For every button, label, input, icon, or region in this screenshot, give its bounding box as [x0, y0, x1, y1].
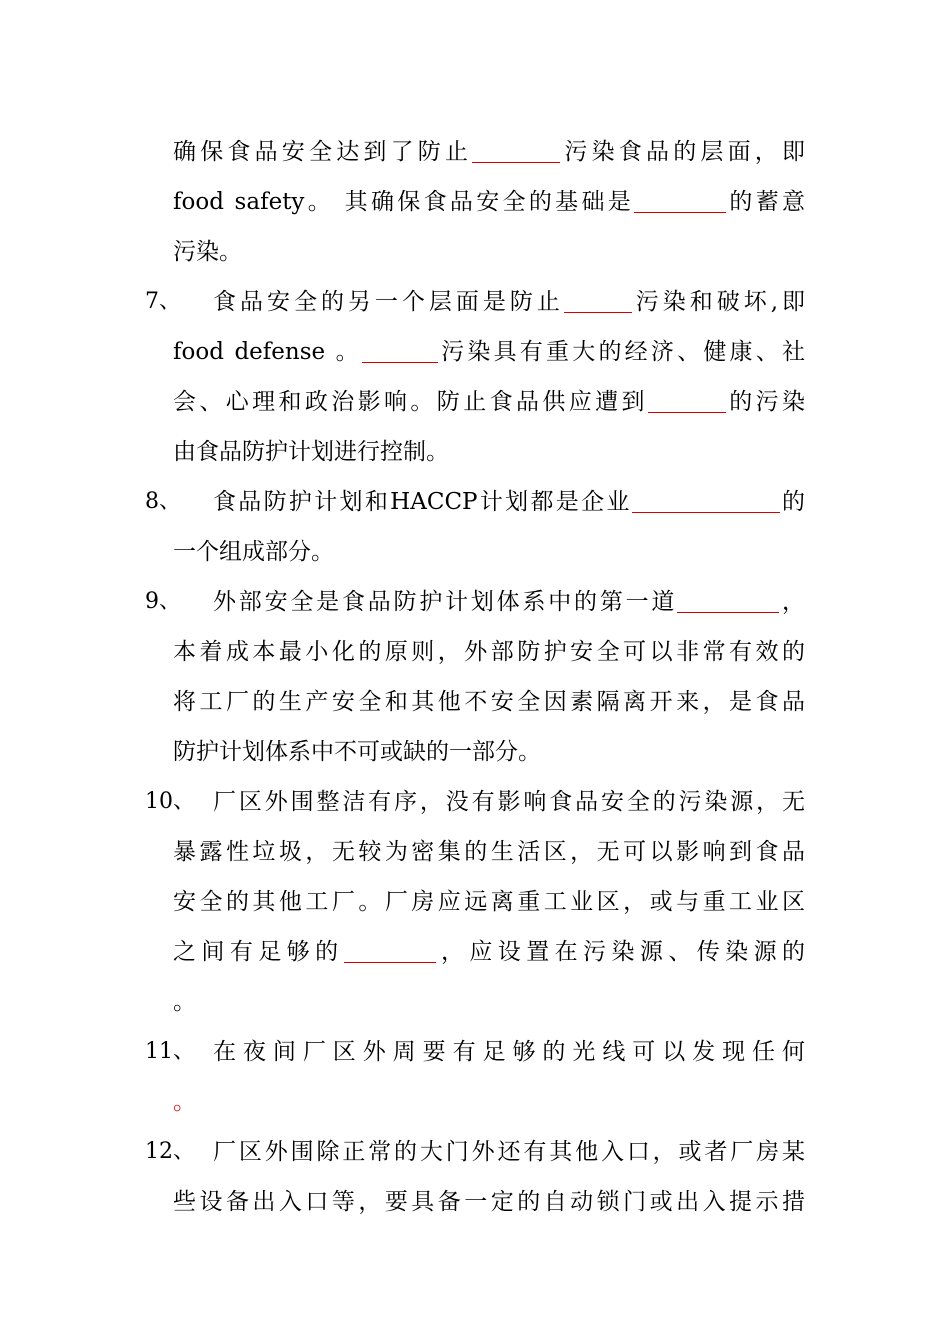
fill-blank [634, 190, 726, 213]
text-line [173, 237, 805, 267]
text-line [173, 137, 805, 167]
text-segment: 厂区外围除正常的大门外还有其他入口，或者厂房某 [213, 1139, 805, 1165]
item-number: 10、 [145, 789, 195, 814]
text-line [173, 937, 805, 967]
item-number: 7、 [145, 289, 181, 314]
text-line [173, 1087, 805, 1117]
text-line [173, 637, 805, 667]
text-line [213, 587, 805, 617]
text-segment: 安全的其他工厂。厂房应远离重工业区，或与重工业区 [173, 889, 805, 915]
fill-blank [344, 940, 436, 963]
text-segment: 一个组成部分。 [173, 539, 334, 565]
text-segment: 的 [779, 489, 805, 515]
text-segment: 食品安全的另一个层面是防止 [213, 289, 564, 315]
text-segment: 之间有足够的 [173, 939, 344, 965]
text-line [173, 537, 805, 567]
text-line [173, 187, 805, 217]
text-segment: 防护计划体系中不可或缺的一部分。 [173, 739, 541, 765]
text-line [173, 437, 805, 467]
fill-blank [648, 390, 726, 413]
fill-blank [472, 140, 560, 163]
text-segment: 在夜间厂区外周要有足够的光线可以发现任何 [213, 1039, 805, 1065]
text-segment: 污染和破坏,即 [631, 289, 805, 315]
text-line [173, 737, 805, 767]
item-number: 8、 [145, 489, 181, 514]
text-line [173, 687, 805, 717]
text-line [173, 337, 805, 367]
text-segment: 确保食品安全达到了防止 [173, 139, 473, 165]
text-line [173, 387, 805, 417]
text-segment: 外部安全是食品防护计划体系中的第一道 [213, 589, 678, 615]
text-segment: ， [779, 589, 806, 615]
red-punctuation: 。 [173, 1089, 196, 1115]
item-number: 12、 [145, 1139, 195, 1164]
text-segment: 厂区外围整洁有序，没有影响食品安全的污染源，无 [213, 789, 805, 815]
text-segment: 暴露性垃圾，无较为密集的生活区，无可以影响到食品 [173, 839, 805, 865]
text-line [173, 987, 805, 1017]
text-segment: 污染食品的层面，即 [560, 139, 806, 165]
text-segment: ，应设置在污染源、传染源的 [435, 939, 806, 965]
text-line [213, 487, 805, 517]
fill-blank [564, 290, 632, 313]
text-line [213, 787, 805, 817]
text-segment: 污染具有重大的经济、健康、社 [437, 339, 805, 365]
text-segment: food safety。 其确保食品安全的基础是 [173, 189, 635, 215]
text-segment: 的污染 [725, 389, 806, 415]
text-line [173, 1187, 805, 1217]
text-line [173, 837, 805, 867]
text-line [213, 1037, 805, 1067]
text-line [173, 887, 805, 917]
item-number: 11、 [145, 1039, 195, 1064]
text-segment: 的蓄意 [726, 189, 806, 215]
text-segment: 。 [173, 989, 196, 1015]
text-segment: food defense 。 [173, 339, 362, 365]
fill-blank [632, 490, 780, 513]
fill-blank [362, 340, 438, 363]
item-number: 9、 [145, 589, 181, 614]
text-line [213, 1137, 805, 1167]
text-segment: 由食品防护计划进行控制。 [173, 439, 449, 465]
text-segment: 些设备出入口等，要具备一定的自动锁门或出入提示措 [173, 1189, 805, 1215]
text-segment: 会、心理和政治影响。防止食品供应遭到 [173, 389, 648, 415]
text-segment: 将工厂的生产安全和其他不安全因素隔离开来，是食品 [173, 689, 805, 715]
text-line [213, 287, 805, 317]
fill-blank [677, 590, 779, 613]
text-segment: 食品防护计划和HACCP计划都是企业 [213, 489, 632, 515]
text-segment: 污染。 [173, 239, 242, 265]
text-segment: 本着成本最小化的原则，外部防护安全可以非常有效的 [173, 639, 805, 665]
